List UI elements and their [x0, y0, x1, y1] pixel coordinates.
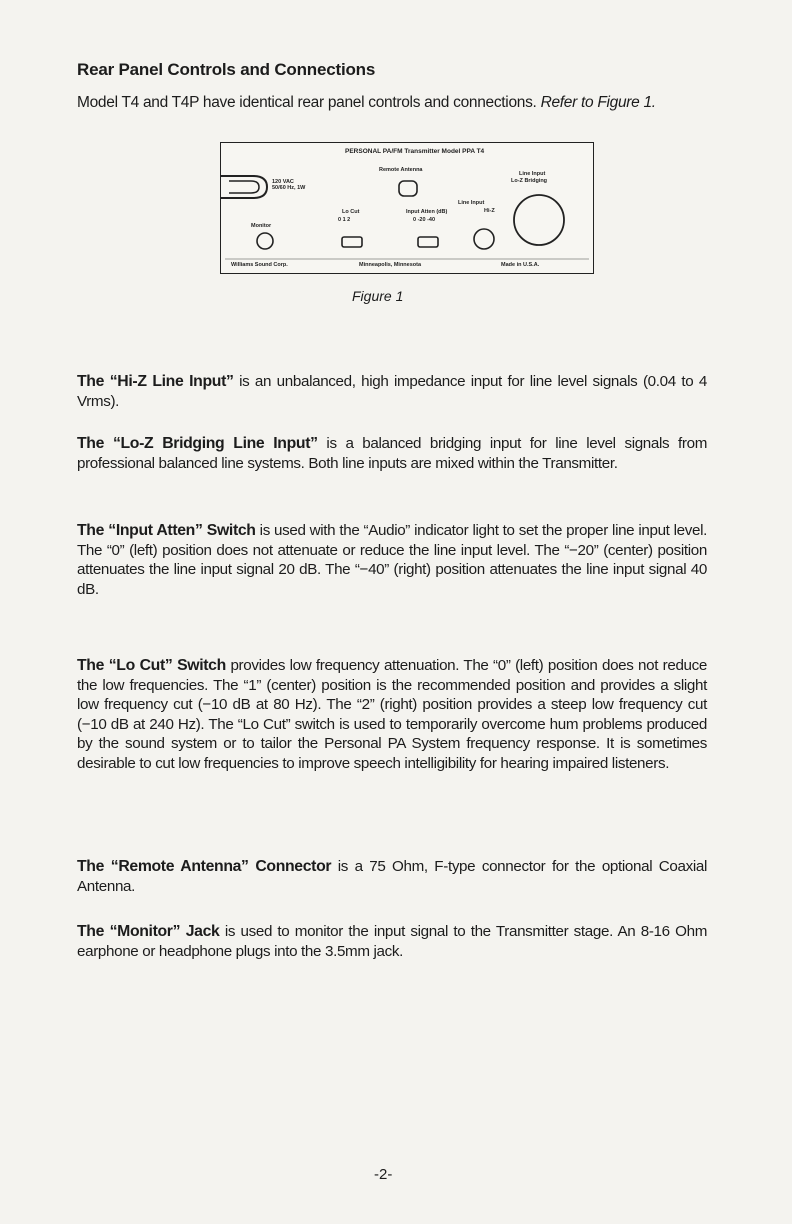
- remote-antenna-connector-icon: [399, 181, 417, 196]
- intro-figure-reference: Refer to Figure 1.: [540, 94, 656, 111]
- intro-text: Model T4 and T4P have identical rear panel controls and connections.: [77, 94, 537, 111]
- made-in-label: Made in U.S.A.: [501, 262, 540, 268]
- paragraph-title: The “Lo Cut” Switch: [77, 657, 226, 674]
- paragraph-hiz-input: [77, 372, 707, 411]
- paragraph-text: is used with the “Audio” indicator light to set the proper line input level. The “0” (left) position does not attenuate or reduce the line input level. The “−20” (center) position attenuates the line input signal 20 dB. The “−40” (right) position attenuates the line input signal 40 dB.: [77, 522, 707, 598]
- location-label: Minneapolis, Minnesota: [359, 262, 422, 268]
- lo-z-input-label-line1: Line Input: [519, 171, 546, 177]
- figure-caption: Figure 1: [352, 288, 404, 304]
- xlr-connector-icon: [514, 195, 564, 245]
- power-cord-icon: [221, 176, 267, 198]
- panel-title: PERSONAL PA/FM Transmitter Model PPA T4: [345, 148, 485, 155]
- remote-antenna-label: Remote Antenna: [379, 167, 423, 173]
- lo-cut-switch-icon: [342, 237, 362, 247]
- paragraph-remote-antenna: [77, 857, 707, 896]
- monitor-label: Monitor: [251, 223, 272, 229]
- power-plug-outline: [229, 181, 259, 193]
- intro-paragraph: [77, 93, 707, 113]
- paragraph-title: The “Lo-Z Bridging Line Input”: [77, 435, 318, 452]
- page-number: -2-: [374, 1166, 393, 1183]
- rear-panel-drawing: [221, 143, 593, 273]
- monitor-jack-icon: [257, 233, 273, 249]
- paragraph-title: The “Remote Antenna” Connector: [77, 858, 332, 875]
- input-atten-label: Input Atten (dB): [406, 209, 448, 215]
- paragraph-lo-cut: [77, 656, 707, 774]
- paragraph-text: is a balanced bridging input for line level signals from professional balanced line systems. Both line inputs are mixed within the Transmitter.: [77, 435, 707, 472]
- input-atten-values: 0 -20 -40: [413, 217, 436, 223]
- paragraph-text: is an unbalanced, high impedance input for line level signals (0.04 to 4 Vrms).: [77, 373, 707, 410]
- paragraph-text: is a 75 Ohm, F-type connector for the optional Coaxial Antenna.: [77, 858, 707, 895]
- paragraph-title: The “Input Atten” Switch: [77, 522, 256, 539]
- paragraph-input-atten: [77, 521, 707, 599]
- paragraph-title: The “Hi-Z Line Input”: [77, 373, 234, 390]
- power-rating-label: 120 VAC 50/60 Hz, 1W: [272, 179, 306, 191]
- rear-panel-figure: [220, 142, 594, 274]
- paragraph-monitor-jack: [77, 922, 707, 961]
- input-atten-switch-icon: [418, 237, 438, 247]
- paragraph-loz-input: [77, 434, 707, 473]
- manufacturer-label: Williams Sound Corp.: [231, 262, 288, 268]
- section-heading: Rear Panel Controls and Connections: [77, 60, 376, 79]
- hi-z-input-label-line1: Line Input: [458, 200, 485, 206]
- paragraph-title: The “Monitor” Jack: [77, 923, 220, 940]
- lo-cut-values: 0 1 2: [338, 217, 351, 223]
- hi-z-input-label-line2: Hi-Z: [484, 208, 495, 214]
- hiz-jack-icon: [474, 229, 494, 249]
- lo-cut-label: Lo Cut: [342, 209, 360, 215]
- paragraph-text: provides low frequency attenuation. The “0” (left) position does not reduce the low frequencies. The “1” (center) position is the recommended position and provides a slight low frequency cut (−10 dB at 80 Hz). The “2” (right) position provides a steep low frequency cut (−10 dB at 240 Hz). The “Lo Cut” switch is used to temporarily overcome hum problems produced by the sound system or to tailor the Personal PA System frequency response. It is sometimes desirable to cut low frequencies to improve speech intelligibility for hearing impaired listeners.: [77, 657, 707, 772]
- lo-z-input-label-line2: Lo-Z Bridging: [511, 178, 548, 184]
- paragraph-text: is used to monitor the input signal to the Transmitter stage. An 8-16 Ohm earphone or headphone plugs into the 3.5mm jack.: [77, 923, 708, 960]
